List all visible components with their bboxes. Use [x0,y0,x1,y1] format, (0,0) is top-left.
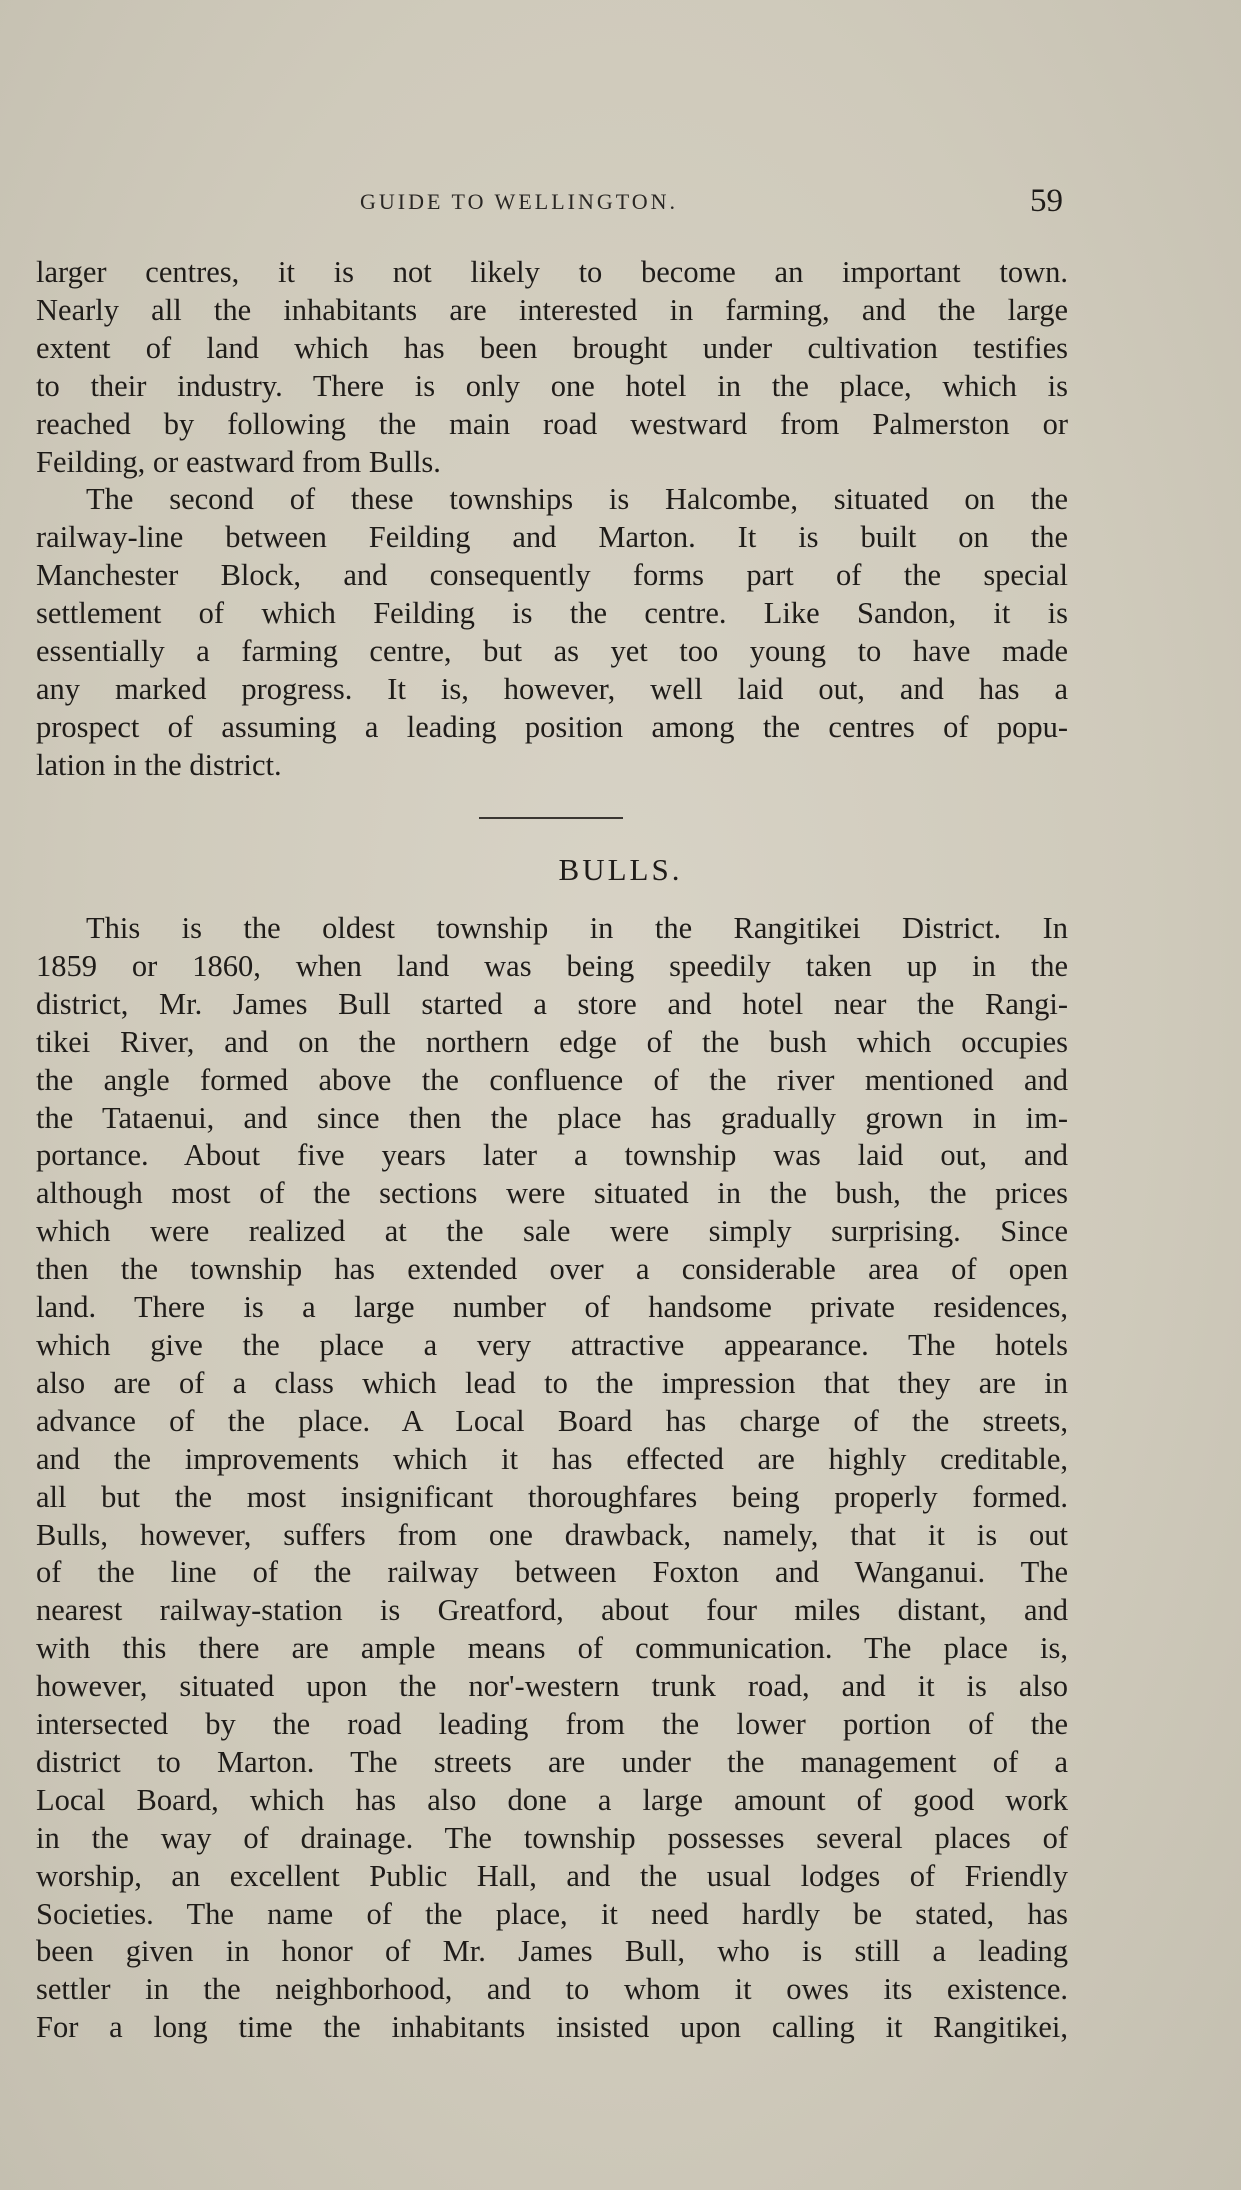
line: then the township has extended over a considerable area of open [36,1252,1068,1287]
text-block-bulls [36,910,1068,2047]
line: in the way of drainage. The township possesses several places of [36,1820,1068,1855]
section-divider [479,817,623,819]
line: worship, an excellent Public Hall, and the usual lodges of Friendly [36,1858,1068,1893]
line: nearest railway-station is Greatford, about four miles distant, and [36,1593,1068,1628]
line: Bulls, however, suffers from one drawback, namely, that it is out [36,1517,1068,1552]
line: Feilding, or eastward from Bulls. [36,444,441,479]
line: The second of these townships is Halcombe, situated on the [86,482,1068,517]
line: land. There is a large number of handsome private residences, [36,1290,1068,1325]
line: settler in the neighborhood, and to whom it owes its existence. [36,1972,1068,2007]
line: For a long time the inhabitants insisted upon calling it Rangitikei, [36,2010,1068,2045]
line: advance of the place. A Local Board has charge of the streets, [36,1403,1068,1438]
line: 1859 or 1860, when land was being speedily taken up in the [36,948,1068,983]
line: which give the place a very attractive appearance. The hotels [36,1327,1068,1362]
line: larger centres, it is not likely to become an important town. [36,255,1068,289]
line: of the line of the railway between Foxton and Wanganui. The [36,1555,1068,1590]
line: This is the oldest township in the Rangitikei District. In [86,911,1068,945]
line: tikei River, and on the northern edge of the bush which occupies [36,1024,1068,1059]
page-number: 59 [1030,183,1063,219]
line: to their industry. There is only one hotel in the place, which is [36,368,1068,403]
line: settlement of which Feilding is the centre. Like Sandon, it is [36,596,1068,631]
line: which were realized at the sale were simply surprising. Since [36,1214,1068,1249]
line: district to Marton. The streets are under the management of a [36,1744,1068,1779]
line: with this there are ample means of communication. The place is, [36,1631,1068,1666]
line: however, situated upon the nor'-western trunk road, and it is also [36,1669,1068,1704]
line: also are of a class which lead to the impression that they are in [36,1365,1068,1400]
line: any marked progress. It is, however, well laid out, and has a [36,671,1068,706]
line: district, Mr. James Bull started a store and hotel near the Rangi- [36,986,1068,1021]
line: portance. About five years later a township was laid out, and [36,1138,1068,1173]
line: lation in the district. [36,747,282,782]
line: all but the most insignificant thoroughfares being properly formed. [36,1479,1068,1514]
line: although most of the sections were situated in the bush, the prices [36,1176,1068,1211]
line: Local Board, which has also done a large amount of good work [36,1782,1068,1817]
line: Societies. The name of the place, it need hardly be stated, has [36,1896,1068,1931]
running-head [0,183,1241,223]
line: the angle formed above the confluence of the river mentioned and [36,1062,1068,1097]
line: and the improvements which it has effected are highly creditable, [36,1441,1068,1476]
section-heading: BULLS. [558,852,683,887]
line: been given in honor of Mr. James Bull, who is still a leading [36,1934,1068,1969]
line: reached by following the main road westward from Palmerston or [36,406,1068,441]
line: the Tataenui, and since then the place has gradually grown in im- [36,1100,1068,1135]
line: extent of land which has been brought under cultivation testifies [36,330,1068,365]
line: prospect of assuming a leading position among the centres of popu- [36,709,1068,744]
text-block-halcombe [36,254,1068,785]
running-title: GUIDE TO WELLINGTON. [360,189,679,214]
line: Manchester Block, and consequently forms part of the special [36,558,1068,593]
line: essentially a farming centre, but as yet too young to have made [36,634,1068,669]
line: intersected by the road leading from the lower portion of the [36,1707,1068,1742]
line: railway-line between Feilding and Marton. It is built on the [36,520,1068,555]
line: Nearly all the inhabitants are interested in farming, and the large [36,292,1068,327]
